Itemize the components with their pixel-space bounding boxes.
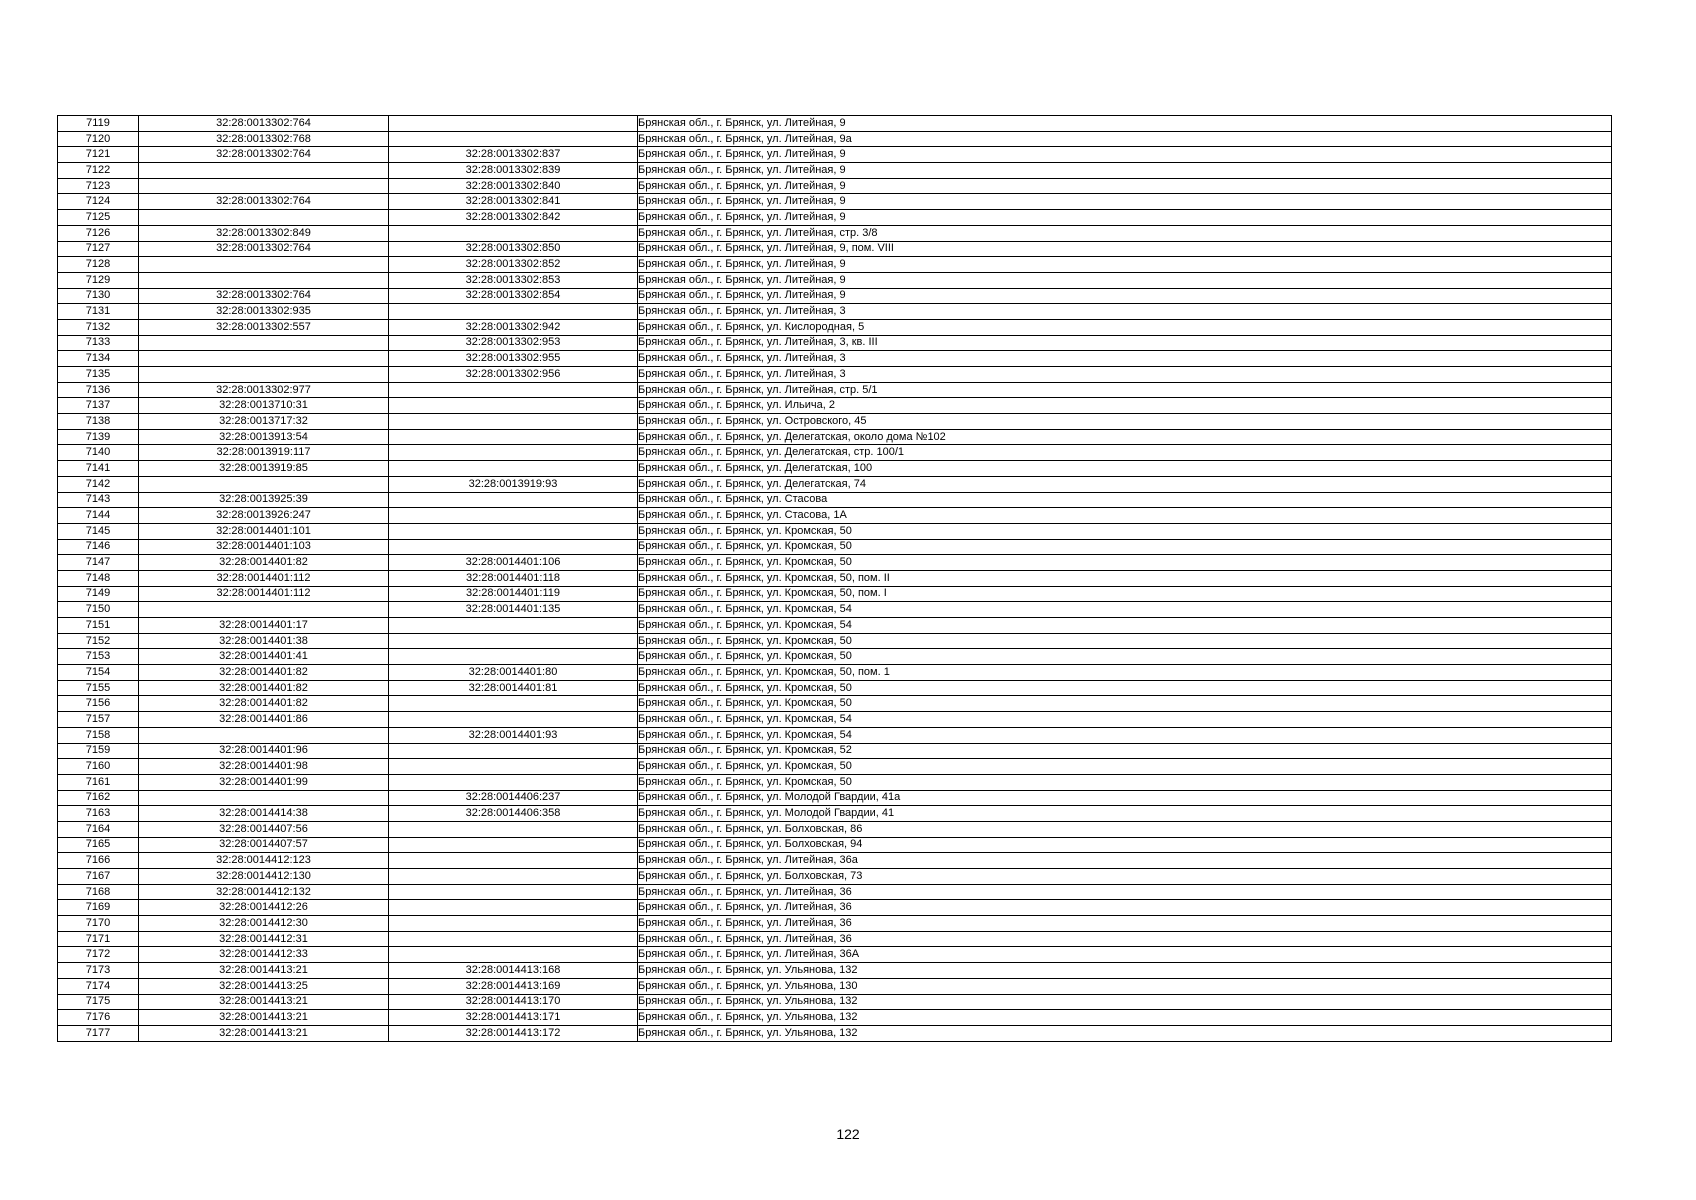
parcel-cadastral-number-cell: 32:28:0014412:26 xyxy=(139,900,389,916)
object-cadastral-number-cell: 32:28:0014413:171 xyxy=(389,1010,638,1026)
table-row xyxy=(58,1025,1612,1041)
row-number-cell: 7173 xyxy=(58,963,139,979)
table-row xyxy=(58,429,1612,445)
object-cadastral-number-cell: 32:28:0013302:953 xyxy=(389,335,638,351)
row-number-cell: 7125 xyxy=(58,210,139,226)
object-cadastral-number-cell: 32:28:0013302:840 xyxy=(389,178,638,194)
row-number-cell: 7163 xyxy=(58,806,139,822)
parcel-cadastral-number-cell: 32:28:0014412:31 xyxy=(139,931,389,947)
table-row xyxy=(58,790,1612,806)
parcel-cadastral-number-cell: 32:28:0014401:82 xyxy=(139,696,389,712)
row-number-cell: 7153 xyxy=(58,649,139,665)
parcel-cadastral-number-cell: 32:28:0014401:17 xyxy=(139,618,389,634)
object-cadastral-number-cell: 32:28:0013302:942 xyxy=(389,319,638,335)
object-cadastral-number-cell xyxy=(389,759,638,775)
table-row xyxy=(58,257,1612,273)
table-row xyxy=(58,837,1612,853)
address-cell: Брянская обл., г. Брянск, ул. Литейная, 36 xyxy=(638,916,1612,932)
parcel-cadastral-number-cell: 32:28:0014401:99 xyxy=(139,774,389,790)
table-row xyxy=(58,947,1612,963)
parcel-cadastral-number-cell: 32:28:0013710:31 xyxy=(139,398,389,414)
address-cell: Брянская обл., г. Брянск, ул. Литейная, 9 xyxy=(638,288,1612,304)
object-cadastral-number-cell: 32:28:0014406:358 xyxy=(389,806,638,822)
address-cell: Брянская обл., г. Брянск, ул. Литейная, 9 xyxy=(638,194,1612,210)
address-cell: Брянская обл., г. Брянск, ул. Молодой Гвардии, 41а xyxy=(638,790,1612,806)
parcel-cadastral-number-cell: 32:28:0013919:85 xyxy=(139,461,389,477)
object-cadastral-number-cell: 32:28:0014401:80 xyxy=(389,665,638,681)
address-cell: Брянская обл., г. Брянск, ул. Кромская, 50, пом. I xyxy=(638,586,1612,602)
object-cadastral-number-cell xyxy=(389,523,638,539)
address-cell: Брянская обл., г. Брянск, ул. Литейная, 3 xyxy=(638,367,1612,383)
parcel-cadastral-number-cell: 32:28:0013925:39 xyxy=(139,492,389,508)
table-row xyxy=(58,304,1612,320)
address-cell: Брянская обл., г. Брянск, ул. Литейная, 36а xyxy=(638,853,1612,869)
parcel-cadastral-number-cell: 32:28:0014401:38 xyxy=(139,633,389,649)
row-number-cell: 7132 xyxy=(58,319,139,335)
object-cadastral-number-cell: 32:28:0013302:842 xyxy=(389,210,638,226)
row-number-cell: 7140 xyxy=(58,445,139,461)
table-row xyxy=(58,570,1612,586)
row-number-cell: 7177 xyxy=(58,1025,139,1041)
parcel-cadastral-number-cell: 32:28:0014401:103 xyxy=(139,539,389,555)
parcel-cadastral-number-cell: 32:28:0013302:764 xyxy=(139,241,389,257)
row-number-cell: 7176 xyxy=(58,1010,139,1026)
row-number-cell: 7151 xyxy=(58,618,139,634)
parcel-cadastral-number-cell: 32:28:0014407:57 xyxy=(139,837,389,853)
row-number-cell: 7133 xyxy=(58,335,139,351)
address-cell: Брянская обл., г. Брянск, ул. Кромская, 50 xyxy=(638,523,1612,539)
row-number-cell: 7143 xyxy=(58,492,139,508)
row-number-cell: 7172 xyxy=(58,947,139,963)
table-row xyxy=(58,649,1612,665)
address-cell: Брянская обл., г. Брянск, ул. Кромская, 50 xyxy=(638,555,1612,571)
parcel-cadastral-number-cell: 32:28:0014401:112 xyxy=(139,586,389,602)
parcel-cadastral-number-cell xyxy=(139,790,389,806)
object-cadastral-number-cell: 32:28:0014401:119 xyxy=(389,586,638,602)
table-row xyxy=(58,727,1612,743)
table-row xyxy=(58,351,1612,367)
table-row xyxy=(58,680,1612,696)
table-row xyxy=(58,194,1612,210)
object-cadastral-number-cell: 32:28:0013302:839 xyxy=(389,163,638,179)
parcel-cadastral-number-cell xyxy=(139,272,389,288)
object-cadastral-number-cell: 32:28:0013302:841 xyxy=(389,194,638,210)
parcel-cadastral-number-cell: 32:28:0013302:849 xyxy=(139,225,389,241)
table-row xyxy=(58,884,1612,900)
parcel-cadastral-number-cell: 32:28:0014401:96 xyxy=(139,743,389,759)
parcel-cadastral-number-cell: 32:28:0013302:764 xyxy=(139,116,389,132)
parcel-cadastral-number-cell xyxy=(139,367,389,383)
object-cadastral-number-cell: 32:28:0013302:837 xyxy=(389,147,638,163)
table-row xyxy=(58,539,1612,555)
row-number-cell: 7160 xyxy=(58,759,139,775)
object-cadastral-number-cell xyxy=(389,633,638,649)
parcel-cadastral-number-cell: 32:28:0013302:764 xyxy=(139,147,389,163)
object-cadastral-number-cell xyxy=(389,743,638,759)
object-cadastral-number-cell: 32:28:0013302:850 xyxy=(389,241,638,257)
table-row xyxy=(58,586,1612,602)
parcel-cadastral-number-cell xyxy=(139,257,389,273)
object-cadastral-number-cell xyxy=(389,539,638,555)
object-cadastral-number-cell xyxy=(389,900,638,916)
object-cadastral-number-cell: 32:28:0014413:168 xyxy=(389,963,638,979)
address-cell: Брянская обл., г. Брянск, ул. Литейная, 9 xyxy=(638,210,1612,226)
table-row xyxy=(58,712,1612,728)
parcel-cadastral-number-cell: 32:28:0013302:768 xyxy=(139,131,389,147)
table-row xyxy=(58,994,1612,1010)
object-cadastral-number-cell: 32:28:0014401:135 xyxy=(389,602,638,618)
address-cell: Брянская обл., г. Брянск, ул. Ульянова, 132 xyxy=(638,963,1612,979)
parcel-cadastral-number-cell: 32:28:0014412:130 xyxy=(139,869,389,885)
address-cell: Брянская обл., г. Брянск, ул. Кромская, 52 xyxy=(638,743,1612,759)
address-cell: Брянская обл., г. Брянск, ул. Литейная, 9 xyxy=(638,257,1612,273)
parcel-cadastral-number-cell xyxy=(139,602,389,618)
object-cadastral-number-cell xyxy=(389,821,638,837)
row-number-cell: 7157 xyxy=(58,712,139,728)
parcel-cadastral-number-cell: 32:28:0014412:30 xyxy=(139,916,389,932)
table-row xyxy=(58,869,1612,885)
parcel-cadastral-number-cell: 32:28:0014414:38 xyxy=(139,806,389,822)
row-number-cell: 7166 xyxy=(58,853,139,869)
object-cadastral-number-cell: 32:28:0014406:237 xyxy=(389,790,638,806)
object-cadastral-number-cell xyxy=(389,508,638,524)
table-row xyxy=(58,116,1612,132)
table-row xyxy=(58,774,1612,790)
address-cell: Брянская обл., г. Брянск, ул. Литейная, 9 xyxy=(638,272,1612,288)
object-cadastral-number-cell xyxy=(389,398,638,414)
parcel-cadastral-number-cell: 32:28:0013302:764 xyxy=(139,194,389,210)
parcel-cadastral-number-cell: 32:28:0013302:935 xyxy=(139,304,389,320)
registry-table-body xyxy=(58,116,1612,1042)
table-row xyxy=(58,916,1612,932)
address-cell: Брянская обл., г. Брянск, ул. Стасова, 1А xyxy=(638,508,1612,524)
object-cadastral-number-cell xyxy=(389,947,638,963)
object-cadastral-number-cell xyxy=(389,837,638,853)
table-row xyxy=(58,618,1612,634)
object-cadastral-number-cell xyxy=(389,461,638,477)
object-cadastral-number-cell: 32:28:0013302:853 xyxy=(389,272,638,288)
parcel-cadastral-number-cell: 32:28:0013717:32 xyxy=(139,414,389,430)
row-number-cell: 7175 xyxy=(58,994,139,1010)
row-number-cell: 7156 xyxy=(58,696,139,712)
parcel-cadastral-number-cell: 32:28:0013302:557 xyxy=(139,319,389,335)
table-row xyxy=(58,492,1612,508)
address-cell: Брянская обл., г. Брянск, ул. Болховская, 94 xyxy=(638,837,1612,853)
table-row xyxy=(58,963,1612,979)
object-cadastral-number-cell xyxy=(389,649,638,665)
parcel-cadastral-number-cell: 32:28:0014413:21 xyxy=(139,994,389,1010)
object-cadastral-number-cell xyxy=(389,131,638,147)
table-row xyxy=(58,476,1612,492)
row-number-cell: 7127 xyxy=(58,241,139,257)
address-cell: Брянская обл., г. Брянск, ул. Литейная, 9а xyxy=(638,131,1612,147)
address-cell: Брянская обл., г. Брянск, ул. Ульянова, 132 xyxy=(638,994,1612,1010)
table-row xyxy=(58,931,1612,947)
parcel-cadastral-number-cell: 32:28:0013913:54 xyxy=(139,429,389,445)
address-cell: Брянская обл., г. Брянск, ул. Кромская, 50 xyxy=(638,539,1612,555)
address-cell: Брянская обл., г. Брянск, ул. Болховская, 86 xyxy=(638,821,1612,837)
address-cell: Брянская обл., г. Брянск, ул. Литейная, 9 xyxy=(638,178,1612,194)
table-row xyxy=(58,853,1612,869)
row-number-cell: 7139 xyxy=(58,429,139,445)
object-cadastral-number-cell: 32:28:0013919:93 xyxy=(389,476,638,492)
row-number-cell: 7120 xyxy=(58,131,139,147)
parcel-cadastral-number-cell xyxy=(139,178,389,194)
parcel-cadastral-number-cell: 32:28:0014412:132 xyxy=(139,884,389,900)
row-number-cell: 7137 xyxy=(58,398,139,414)
parcel-cadastral-number-cell: 32:28:0014413:25 xyxy=(139,978,389,994)
page-number: 122 xyxy=(836,1126,860,1142)
parcel-cadastral-number-cell: 32:28:0013302:764 xyxy=(139,288,389,304)
address-cell: Брянская обл., г. Брянск, ул. Островского, 45 xyxy=(638,414,1612,430)
object-cadastral-number-cell: 32:28:0014413:172 xyxy=(389,1025,638,1041)
table-row xyxy=(58,335,1612,351)
object-cadastral-number-cell xyxy=(389,304,638,320)
object-cadastral-number-cell xyxy=(389,116,638,132)
table-row xyxy=(58,978,1612,994)
table-row xyxy=(58,210,1612,226)
address-cell: Брянская обл., г. Брянск, ул. Литейная, 3 xyxy=(638,351,1612,367)
address-cell: Брянская обл., г. Брянск, ул. Литейная, стр. 5/1 xyxy=(638,382,1612,398)
parcel-cadastral-number-cell xyxy=(139,163,389,179)
address-cell: Брянская обл., г. Брянск, ул. Литейная, 36А xyxy=(638,947,1612,963)
address-cell: Брянская обл., г. Брянск, ул. Делегатская, 100 xyxy=(638,461,1612,477)
table-row xyxy=(58,272,1612,288)
object-cadastral-number-cell xyxy=(389,445,638,461)
address-cell: Брянская обл., г. Брянск, ул. Ульянова, 130 xyxy=(638,978,1612,994)
row-number-cell: 7162 xyxy=(58,790,139,806)
row-number-cell: 7174 xyxy=(58,978,139,994)
address-cell: Брянская обл., г. Брянск, ул. Литейная, 9 xyxy=(638,116,1612,132)
table-row xyxy=(58,900,1612,916)
parcel-cadastral-number-cell: 32:28:0014407:56 xyxy=(139,821,389,837)
parcel-cadastral-number-cell xyxy=(139,210,389,226)
object-cadastral-number-cell: 32:28:0013302:852 xyxy=(389,257,638,273)
address-cell: Брянская обл., г. Брянск, ул. Делегатская, около дома №102 xyxy=(638,429,1612,445)
row-number-cell: 7164 xyxy=(58,821,139,837)
address-cell: Брянская обл., г. Брянск, ул. Литейная, 9 xyxy=(638,163,1612,179)
row-number-cell: 7122 xyxy=(58,163,139,179)
table-row xyxy=(58,508,1612,524)
table-row xyxy=(58,178,1612,194)
object-cadastral-number-cell xyxy=(389,916,638,932)
table-row xyxy=(58,665,1612,681)
row-number-cell: 7142 xyxy=(58,476,139,492)
object-cadastral-number-cell: 32:28:0014401:81 xyxy=(389,680,638,696)
address-cell: Брянская обл., г. Брянск, ул. Ульянова, 132 xyxy=(638,1010,1612,1026)
row-number-cell: 7148 xyxy=(58,570,139,586)
row-number-cell: 7165 xyxy=(58,837,139,853)
address-cell: Брянская обл., г. Брянск, ул. Литейная, 3, кв. III xyxy=(638,335,1612,351)
table-row xyxy=(58,759,1612,775)
address-cell: Брянская обл., г. Брянск, ул. Литейная, 36 xyxy=(638,900,1612,916)
address-cell: Брянская обл., г. Брянск, ул. Стасова xyxy=(638,492,1612,508)
table-row xyxy=(58,382,1612,398)
parcel-cadastral-number-cell: 32:28:0014401:82 xyxy=(139,665,389,681)
table-row xyxy=(58,241,1612,257)
row-number-cell: 7168 xyxy=(58,884,139,900)
address-cell: Брянская обл., г. Брянск, ул. Делегатская, стр. 100/1 xyxy=(638,445,1612,461)
address-cell: Брянская обл., г. Брянск, ул. Кромская, 54 xyxy=(638,618,1612,634)
parcel-cadastral-number-cell: 32:28:0014413:21 xyxy=(139,1010,389,1026)
address-cell: Брянская обл., г. Брянск, ул. Литейная, 9, пом. VIII xyxy=(638,241,1612,257)
address-cell: Брянская обл., г. Брянск, ул. Кромская, 50 xyxy=(638,680,1612,696)
parcel-cadastral-number-cell: 32:28:0014401:86 xyxy=(139,712,389,728)
object-cadastral-number-cell: 32:28:0014401:118 xyxy=(389,570,638,586)
row-number-cell: 7146 xyxy=(58,539,139,555)
address-cell: Брянская обл., г. Брянск, ул. Кромская, 50 xyxy=(638,759,1612,775)
parcel-cadastral-number-cell: 32:28:0014401:98 xyxy=(139,759,389,775)
row-number-cell: 7170 xyxy=(58,916,139,932)
parcel-cadastral-number-cell: 32:28:0013302:977 xyxy=(139,382,389,398)
row-number-cell: 7149 xyxy=(58,586,139,602)
parcel-cadastral-number-cell xyxy=(139,351,389,367)
parcel-cadastral-number-cell: 32:28:0014401:82 xyxy=(139,680,389,696)
row-number-cell: 7171 xyxy=(58,931,139,947)
table-row xyxy=(58,602,1612,618)
table-row xyxy=(58,461,1612,477)
row-number-cell: 7135 xyxy=(58,367,139,383)
address-cell: Брянская обл., г. Брянск, ул. Кромская, 50, пом. 1 xyxy=(638,665,1612,681)
table-row xyxy=(58,319,1612,335)
address-cell: Брянская обл., г. Брянск, ул. Литейная, 36 xyxy=(638,884,1612,900)
address-cell: Брянская обл., г. Брянск, ул. Кромская, 54 xyxy=(638,712,1612,728)
object-cadastral-number-cell xyxy=(389,884,638,900)
parcel-cadastral-number-cell: 32:28:0014401:101 xyxy=(139,523,389,539)
registry-table xyxy=(57,115,1612,1042)
table-row xyxy=(58,1010,1612,1026)
row-number-cell: 7141 xyxy=(58,461,139,477)
table-row xyxy=(58,163,1612,179)
row-number-cell: 7124 xyxy=(58,194,139,210)
table-row xyxy=(58,445,1612,461)
object-cadastral-number-cell xyxy=(389,414,638,430)
table-row xyxy=(58,806,1612,822)
address-cell: Брянская обл., г. Брянск, ул. Болховская, 73 xyxy=(638,869,1612,885)
parcel-cadastral-number-cell: 32:28:0013919:117 xyxy=(139,445,389,461)
address-cell: Брянская обл., г. Брянск, ул. Кромская, 54 xyxy=(638,727,1612,743)
table-row xyxy=(58,743,1612,759)
row-number-cell: 7159 xyxy=(58,743,139,759)
table-row xyxy=(58,414,1612,430)
row-number-cell: 7121 xyxy=(58,147,139,163)
row-number-cell: 7123 xyxy=(58,178,139,194)
row-number-cell: 7150 xyxy=(58,602,139,618)
table-row xyxy=(58,821,1612,837)
row-number-cell: 7161 xyxy=(58,774,139,790)
object-cadastral-number-cell xyxy=(389,712,638,728)
object-cadastral-number-cell: 32:28:0014413:170 xyxy=(389,994,638,1010)
row-number-cell: 7167 xyxy=(58,869,139,885)
table-row xyxy=(58,288,1612,304)
address-cell: Брянская обл., г. Брянск, ул. Литейная, стр. 3/8 xyxy=(638,225,1612,241)
row-number-cell: 7128 xyxy=(58,257,139,273)
row-number-cell: 7147 xyxy=(58,555,139,571)
table-row xyxy=(58,696,1612,712)
parcel-cadastral-number-cell: 32:28:0014413:21 xyxy=(139,1025,389,1041)
table-row xyxy=(58,555,1612,571)
parcel-cadastral-number-cell xyxy=(139,335,389,351)
parcel-cadastral-number-cell: 32:28:0014401:82 xyxy=(139,555,389,571)
object-cadastral-number-cell xyxy=(389,382,638,398)
row-number-cell: 7152 xyxy=(58,633,139,649)
parcel-cadastral-number-cell xyxy=(139,476,389,492)
table-row xyxy=(58,225,1612,241)
object-cadastral-number-cell: 32:28:0013302:854 xyxy=(389,288,638,304)
address-cell: Брянская обл., г. Брянск, ул. Литейная, 36 xyxy=(638,931,1612,947)
row-number-cell: 7154 xyxy=(58,665,139,681)
parcel-cadastral-number-cell: 32:28:0014401:41 xyxy=(139,649,389,665)
address-cell: Брянская обл., г. Брянск, ул. Кромская, 50 xyxy=(638,774,1612,790)
address-cell: Брянская обл., г. Брянск, ул. Ильича, 2 xyxy=(638,398,1612,414)
address-cell: Брянская обл., г. Брянск, ул. Кромская, 50, пом. II xyxy=(638,570,1612,586)
table-row xyxy=(58,398,1612,414)
object-cadastral-number-cell: 32:28:0013302:956 xyxy=(389,367,638,383)
object-cadastral-number-cell xyxy=(389,492,638,508)
row-number-cell: 7130 xyxy=(58,288,139,304)
address-cell: Брянская обл., г. Брянск, ул. Кромская, 50 xyxy=(638,633,1612,649)
row-number-cell: 7136 xyxy=(58,382,139,398)
table-row xyxy=(58,523,1612,539)
parcel-cadastral-number-cell: 32:28:0014412:33 xyxy=(139,947,389,963)
row-number-cell: 7158 xyxy=(58,727,139,743)
row-number-cell: 7155 xyxy=(58,680,139,696)
address-cell: Брянская обл., г. Брянск, ул. Кромская, 50 xyxy=(638,696,1612,712)
row-number-cell: 7126 xyxy=(58,225,139,241)
address-cell: Брянская обл., г. Брянск, ул. Литейная, 3 xyxy=(638,304,1612,320)
table-row xyxy=(58,633,1612,649)
row-number-cell: 7144 xyxy=(58,508,139,524)
object-cadastral-number-cell xyxy=(389,696,638,712)
row-number-cell: 7119 xyxy=(58,116,139,132)
row-number-cell: 7145 xyxy=(58,523,139,539)
address-cell: Брянская обл., г. Брянск, ул. Кромская, 54 xyxy=(638,602,1612,618)
row-number-cell: 7129 xyxy=(58,272,139,288)
object-cadastral-number-cell: 32:28:0014413:169 xyxy=(389,978,638,994)
parcel-cadastral-number-cell: 32:28:0014412:123 xyxy=(139,853,389,869)
row-number-cell: 7131 xyxy=(58,304,139,320)
parcel-cadastral-number-cell: 32:28:0013926:247 xyxy=(139,508,389,524)
table-row xyxy=(58,131,1612,147)
address-cell: Брянская обл., г. Брянск, ул. Ульянова, 132 xyxy=(638,1025,1612,1041)
address-cell: Брянская обл., г. Брянск, ул. Делегатская, 74 xyxy=(638,476,1612,492)
object-cadastral-number-cell: 32:28:0014401:93 xyxy=(389,727,638,743)
table-row xyxy=(58,367,1612,383)
row-number-cell: 7134 xyxy=(58,351,139,367)
object-cadastral-number-cell xyxy=(389,225,638,241)
address-cell: Брянская обл., г. Брянск, ул. Кромская, 50 xyxy=(638,649,1612,665)
table-row xyxy=(58,147,1612,163)
object-cadastral-number-cell xyxy=(389,931,638,947)
object-cadastral-number-cell xyxy=(389,429,638,445)
row-number-cell: 7138 xyxy=(58,414,139,430)
row-number-cell: 7169 xyxy=(58,900,139,916)
address-cell: Брянская обл., г. Брянск, ул. Молодой Гвардии, 41 xyxy=(638,806,1612,822)
parcel-cadastral-number-cell: 32:28:0014401:112 xyxy=(139,570,389,586)
object-cadastral-number-cell xyxy=(389,853,638,869)
parcel-cadastral-number-cell xyxy=(139,727,389,743)
object-cadastral-number-cell xyxy=(389,618,638,634)
address-cell: Брянская обл., г. Брянск, ул. Кислородная, 5 xyxy=(638,319,1612,335)
object-cadastral-number-cell xyxy=(389,869,638,885)
object-cadastral-number-cell: 32:28:0013302:955 xyxy=(389,351,638,367)
object-cadastral-number-cell: 32:28:0014401:106 xyxy=(389,555,638,571)
object-cadastral-number-cell xyxy=(389,774,638,790)
address-cell: Брянская обл., г. Брянск, ул. Литейная, 9 xyxy=(638,147,1612,163)
parcel-cadastral-number-cell: 32:28:0014413:21 xyxy=(139,963,389,979)
